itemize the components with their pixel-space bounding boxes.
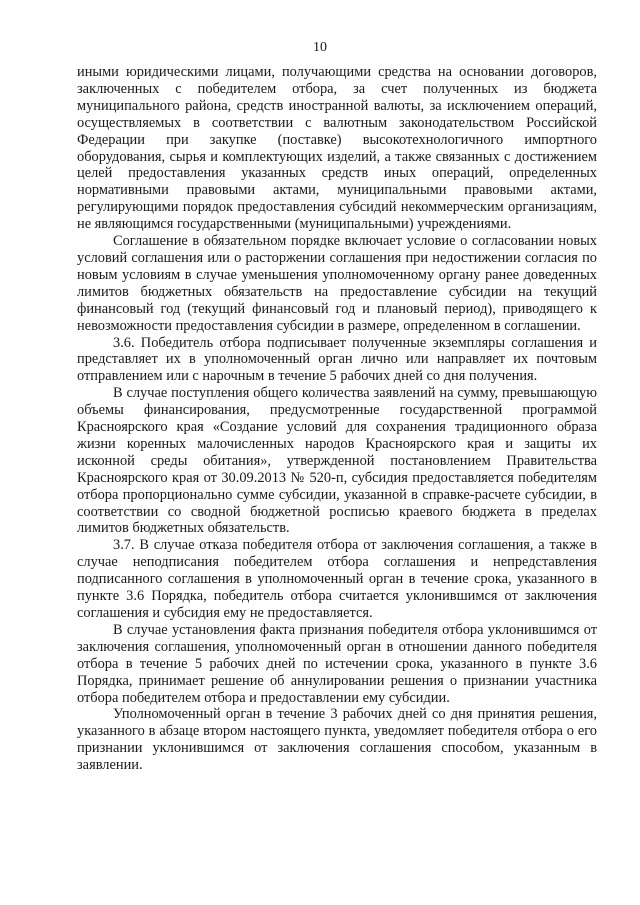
paragraph-evasion: В случае установления факта признания победителя отбора уклонившимся от заключения соглашения, уполномоченный орган в отношении данного победителя отбора в течение 5 рабочих дней по истечении срока, указанного в пункте 3.6 Порядка, принимает решение об аннулировании решения о признании участника отбора победителем отбора и предоставлении ему субсидии. (77, 621, 597, 706)
paragraph-agreement-terms: Соглашение в обязательном порядке включает условие о согласовании новых условий соглашения или о расторжении соглашения при недостижении согласия по новым условиям в случае уменьшения уполномоченному органу ранее доведенных лимитов бюджетных обязательств на предоставление субсидии на текущий финансовый год (текущий финансовый год и плановый период), приводящего к невозможности предоставления субсидии в размере, определенном в соглашении. (77, 233, 597, 334)
paragraph-3-7: 3.7. В случае отказа победителя отбора от заключения соглашения, а также в случае неподписания победителем отбора соглашения и непредставления подписанного соглашения в уполномоченный орган в течение срока, указанного в пункте 3.6 Порядка, победитель отбора считается уклонившимся от заключения соглашения и субсидия ему не предоставляется. (77, 537, 597, 621)
document-body (77, 64, 597, 774)
paragraph-notification: Уполномоченный орган в течение 3 рабочих дней со дня принятия решения, указанного в абзаце втором настоящего пункта, уведомляет победителя отбора о его признании уклонившимся от заключения соглашения способом, указанным в заявлении. (77, 706, 597, 774)
paragraph-continuation: иными юридическими лицами, получающими средства на основании договоров, заключенных с победителем отбора, за счет полученных из бюджета муниципального района, средств иностранной валюты, за исключением операций, осуществляемых в соответствии с валютным законодательством Российской Федерации при закупке (поставке) высокотехнологичного импортного оборудования, сырья и комплектующих изделий, а также связанных с достижением целей предоставления указанных средств иных операций, определенных нормативными правовыми актами, муниципальными правовыми актами, регулирующими порядок предоставления субсидий некоммерческим организациям, не являющимся государственными (муниципальными) учреждениями. (77, 64, 597, 233)
paragraph-3-6: 3.6. Победитель отбора подписывает полученные экземпляры соглашения и представляет их в уполномоченный орган лично или направляет их почтовым отправлением или с нарочным в течение 5 рабочих дней со дня получения. (77, 334, 597, 385)
paragraph-funding-excess: В случае поступления общего количества заявлений на сумму, превышающую объемы финансирования, предусмотренные государственной программой Красноярского края «Создание условий для сохранения традиционного образа жизни коренных малочисленных народов Красноярского края и защиты их исконной среды обитания», утвержденной постановлением Правительства Красноярского края от 30.09.2013 № 520-п, субсидия предоставляется победителям отбора пропорционально сумме субсидии, указанной в справке-расчете субсидии, в соответствии со сводной бюджетной росписью краевого бюджета в пределах лимитов бюджетных обязательств. (77, 385, 597, 537)
page-number: 10 (313, 40, 327, 55)
